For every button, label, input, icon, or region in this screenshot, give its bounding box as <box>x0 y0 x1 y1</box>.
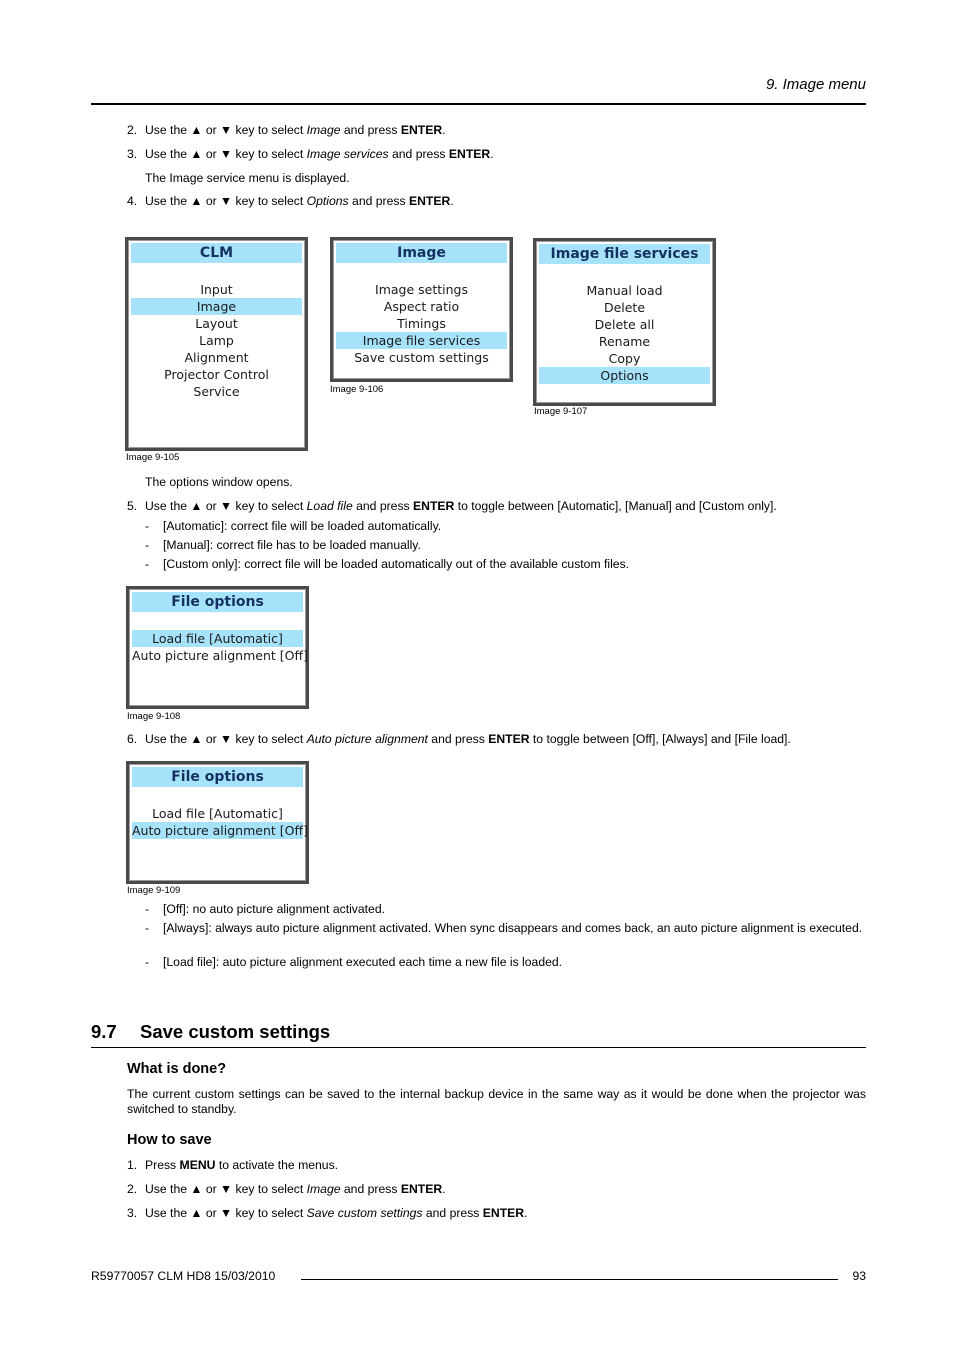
section-title: 9.7 Save custom settings <box>91 1021 331 1042</box>
image-caption: Image 9-108 <box>127 711 181 722</box>
step-3-select-image-services: 3. Use the ▲ or ▼ key to select Image services and press ENTER. <box>127 147 494 161</box>
step-4-select-options: 4. Use the ▲ or ▼ key to select Options and press ENTER. <box>127 194 454 208</box>
menu-item-auto-picture-alignment-selected: Auto picture alignment [Off] <box>132 823 308 838</box>
save-step-2: 2. Use the ▲ or ▼ key to select Image and press ENTER. <box>127 1182 446 1196</box>
bullet-load-file: - [Load file]: auto picture alignment executed each time a new file is loaded. <box>145 955 563 969</box>
header-rule <box>91 103 866 105</box>
image-menu-screenshot <box>330 237 513 382</box>
image-file-services-menu-screenshot <box>533 238 716 406</box>
subheading-what-is-done: What is done? <box>127 1061 227 1077</box>
note-options-opens: The options window opens. <box>145 475 293 489</box>
menu-item-copy: Copy <box>608 351 641 366</box>
image-caption: Image 9-109 <box>127 885 181 896</box>
footer-rule <box>301 1279 838 1280</box>
menu-item-aspect-ratio: Aspect ratio <box>383 299 460 314</box>
menu-item-save-custom-settings: Save custom settings <box>354 350 489 365</box>
section-rule <box>91 1047 866 1048</box>
step-6-select-auto-picture-alignment: 6. Use the ▲ or ▼ key to select Auto picture alignment and press ENTER to toggle between [Off], [Always] and [File load]. <box>127 732 791 746</box>
file-options-menu-screenshot-1 <box>126 586 309 709</box>
page-number: 93 <box>852 1269 866 1283</box>
clm-menu-screenshot <box>125 237 308 451</box>
menu-item-auto-picture-alignment: Auto picture alignment [Off] <box>132 648 308 663</box>
image-caption: Image 9-107 <box>534 406 588 417</box>
menu-item-rename: Rename <box>598 334 651 349</box>
menu-title: Image file services <box>539 244 710 264</box>
menu-item-alignment: Alignment <box>184 350 249 365</box>
menu-item-delete-all: Delete all <box>594 317 655 332</box>
menu-item-service: Service <box>193 384 240 399</box>
bullet-off: - [Off]: no auto picture alignment activated. <box>145 902 385 916</box>
menu-title: File options <box>132 767 303 787</box>
save-step-3: 3. Use the ▲ or ▼ key to select Save custom settings and press ENTER. <box>127 1206 528 1220</box>
save-step-1: 1. Press MENU to activate the menus. <box>127 1158 339 1172</box>
menu-title: Image <box>336 243 507 263</box>
what-is-done-paragraph: The current custom settings can be saved to the internal backup device in the same way as it would be done when the projector was switched to standby. <box>127 1087 866 1116</box>
menu-item-manual-load: Manual load <box>586 283 663 298</box>
menu-item-image-selected: Image <box>131 298 302 315</box>
menu-item-image-settings: Image settings <box>375 282 468 297</box>
menu-item-layout: Layout <box>195 316 238 331</box>
bullet-always: - [Always]: always auto picture alignment activated. When sync disappears and comes back, an auto picture alignment is executed. <box>145 921 863 935</box>
menu-title: File options <box>132 592 303 612</box>
menu-item-image-file-services-selected: Image file services <box>336 332 507 349</box>
menu-item-lamp: Lamp <box>199 333 234 348</box>
menu-item-timings: Timings <box>397 316 446 331</box>
image-caption: Image 9-105 <box>126 452 180 463</box>
bullet-automatic: - [Automatic]: correct file will be loaded automatically. <box>145 519 442 533</box>
bullet-custom-only: - [Custom only]: correct file will be loaded automatically out of the available custom files. <box>145 557 630 571</box>
image-caption: Image 9-106 <box>330 384 384 395</box>
menu-item-load-file-selected: Load file [Automatic] <box>132 630 303 647</box>
menu-title: CLM <box>131 243 302 263</box>
subheading-how-to-save: How to save <box>127 1132 212 1148</box>
menu-item-load-file: Load file [Automatic] <box>152 806 283 821</box>
footer-doc-id: R59770057 CLM HD8 15/03/2010 <box>91 1269 276 1283</box>
note-service-menu: The Image service menu is displayed. <box>145 171 350 185</box>
menu-item-input: Input <box>200 282 233 297</box>
menu-item-projector-control: Projector Control <box>164 367 269 382</box>
step-5-select-load-file: 5. Use the ▲ or ▼ key to select Load file and press ENTER to toggle between [Automatic], [Manual] and [Custom only]. <box>127 499 777 513</box>
menu-item-options-selected: Options <box>539 367 710 384</box>
file-options-menu-screenshot-2 <box>126 761 309 884</box>
bullet-manual: - [Manual]: correct file has to be loaded manually. <box>145 538 421 552</box>
chapter-header: 9. Image menu <box>765 76 866 93</box>
menu-item-delete: Delete <box>603 300 646 315</box>
step-2-select-image: 2. Use the ▲ or ▼ key to select Image and press ENTER. <box>127 123 446 137</box>
